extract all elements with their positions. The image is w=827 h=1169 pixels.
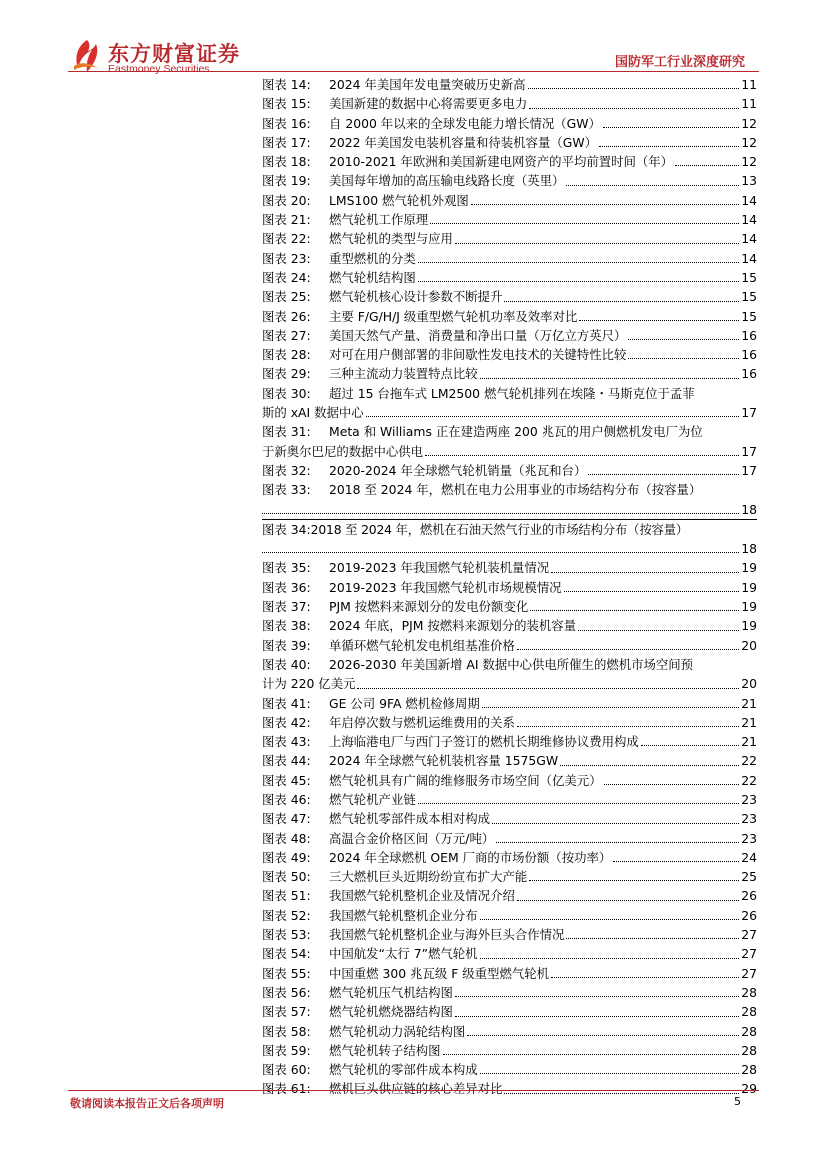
toc-leader-dots [529,880,739,881]
toc-entry[interactable] [262,983,757,1002]
toc-entry-page: 16 [741,327,757,343]
toc-entry-title: 燃气轮机的类型与应用 [329,231,453,247]
toc-entry-page: 20 [741,637,757,653]
toc-leader-dots [530,610,739,611]
toc-leader-dots [517,649,739,650]
toc-leader-dots [471,204,739,205]
toc-entry-title: 2024 年全球燃气轮机装机容量 1575GW [329,753,559,769]
toc-leader-dots [455,1016,739,1017]
toc-entry-page: 17 [741,462,757,478]
toc-entry-title: 单循环燃气轮机发电机组基准价格 [329,637,515,653]
toc-entry[interactable] [262,906,757,925]
toc-entry[interactable] [262,171,757,190]
toc-entry-title: 燃气轮机压气机结构图 [329,984,453,1000]
toc-entry-label: 图表 54: [262,946,311,962]
toc-entry-title: 对可在用户侧部署的非间歇性发电技术的关键特性比较 [329,347,627,363]
toc-entry-title: 中国航发“太行 7”燃气轮机 [329,946,478,962]
toc-entry-title: 自 2000 年以来的全球发电能力增长情况（GW） [329,115,601,131]
toc-entry[interactable] [262,964,757,983]
toc-entry[interactable] [262,307,757,326]
toc-entry-label: 图表 30: [262,385,311,401]
toc-entry-page: 13 [741,173,757,189]
toc-entry[interactable] [262,133,757,152]
toc-entry[interactable] [262,461,757,480]
toc-entry-page: 14 [741,192,757,208]
toc-entry[interactable] [262,210,757,229]
toc-entry-title: 2022 年美国发电装机容量和待装机容量（GW） [329,134,597,150]
toc-entry[interactable] [262,925,757,944]
toc-entry-label: 图表 50: [262,869,311,885]
toc-entry-title: 2024 年美国年发电量突破历史新高 [329,77,526,92]
toc-entry[interactable] [262,848,757,867]
toc-entry-label: 图表 44: [262,753,311,769]
toc-entry-page: 26 [741,907,757,923]
toc-entry-title-cont: 斯的 xAI 数据中心 [262,405,364,421]
figure-index-list [262,75,757,1099]
toc-entry-page: 28 [741,1062,757,1078]
toc-entry-label: 图表 53: [262,927,311,943]
toc-entry-label: 图表 43: [262,734,311,750]
toc-entry-label: 图表 36: [262,579,311,595]
toc-entry[interactable] [262,364,757,383]
toc-entry-label: 图表 14: [262,77,311,92]
toc-leader-dots [455,996,739,997]
toc-entry[interactable] [262,287,757,306]
toc-entry[interactable] [262,519,757,559]
toc-leader-dots [613,861,739,862]
toc-leader-dots [675,165,739,166]
toc-entry[interactable] [262,422,757,461]
toc-entry-page: 12 [741,115,757,131]
toc-entry[interactable] [262,751,757,770]
toc-leader-dots [418,262,739,263]
toc-entry-page: 27 [741,946,757,962]
toc-entry-page: 23 [741,811,757,827]
toc-leader-dots [579,320,739,321]
toc-entry-title: 超过 15 台拖车式 LM2500 燃气轮机排列在埃隆・马斯克位于孟菲 [329,385,695,401]
toc-leader-dots [418,803,739,804]
toc-leader-dots [641,745,739,746]
toc-entry-page: 16 [741,347,757,363]
toc-entry-page: 19 [741,618,757,634]
toc-leader-dots [551,977,739,978]
toc-entry-label: 图表 51: [262,888,311,904]
toc-entry-page: 17 [741,405,757,421]
toc-leader-dots [480,1073,740,1074]
toc-entry-label: 图表 52: [262,907,311,923]
toc-leader-dots [480,378,740,379]
toc-leader-dots [492,823,739,824]
toc-entry[interactable] [262,713,757,732]
toc-entry-title: 主要 F/G/H/J 级重型燃气轮机功率及效率对比 [329,308,578,324]
toc-entry-line1 [262,655,757,674]
toc-entry-page: 11 [741,96,757,112]
toc-entry-title: 美国每年增加的高压输电线路长度（英里） [329,173,565,189]
toc-entry-page: 19 [741,560,757,576]
toc-leader-dots [366,416,740,417]
toc-leader-dots [578,630,739,631]
toc-entry-page: 14 [741,250,757,266]
toc-entry[interactable] [262,1060,757,1079]
toc-leader-dots [599,146,739,147]
toc-entry-title: 美国天然气产量、消费量和净出口量（万亿立方英尺） [329,327,627,343]
toc-entry-label: 图表 49: [262,849,311,865]
toc-entry-page: 27 [741,965,757,981]
toc-entry-title: 重型燃机的分类 [329,250,416,266]
toc-entry-page: 15 [741,308,757,324]
logo-english-name: Eastmoney Securities [108,63,210,75]
toc-entry-label: 图表 34: [262,521,311,537]
toc-entry-label: 图表 48: [262,830,311,846]
toc-entry[interactable] [262,384,757,423]
toc-entry-page: 28 [741,984,757,1000]
toc-entry-line2 [262,442,757,461]
toc-entry-page: 19 [741,599,757,615]
toc-entry-label: 图表 20: [262,192,311,208]
toc-entry[interactable] [262,790,757,809]
toc-leader-dots [517,726,739,727]
toc-entry-page: 22 [741,772,757,788]
toc-entry-title: 燃气轮机零部件成本相对构成 [329,811,491,827]
toc-entry-label: 图表 37: [262,599,311,615]
toc-entry-label: 图表 61: [262,1081,311,1097]
toc-entry-label: 图表 33: [262,482,311,498]
toc-entry-title: 我国燃气轮机整机企业与海外巨头合作情况 [329,927,565,943]
toc-entry-title: 我国燃气轮机整机企业分布 [329,907,478,923]
toc-leader-dots [603,127,739,128]
toc-leader-dots [480,919,740,920]
toc-entry-label: 图表 46: [262,791,311,807]
toc-entry-label: 图表 35: [262,560,311,576]
toc-entry-page: 28 [741,1042,757,1058]
toc-entry-label: 图表 23: [262,250,311,266]
toc-entry[interactable] [262,944,757,963]
toc-entry-title: 2026-2030 年美国新增 AI 数据中心供电所催生的燃机市场空间预 [329,656,694,672]
toc-entry-title: 2019-2023 年我国燃气轮机装机量情况 [329,560,550,576]
toc-entry[interactable] [262,249,757,268]
toc-entry[interactable] [262,578,757,597]
toc-entry-label: 图表 40: [262,656,311,672]
toc-entry[interactable] [262,480,757,519]
toc-leader-dots [262,552,739,553]
toc-entry-title: 2024 年底，PJM 按燃料来源划分的装机容量 [329,618,577,634]
toc-leader-dots [604,784,740,785]
toc-leader-dots [528,88,740,89]
toc-leader-dots [551,572,739,573]
toc-entry-title: 燃气轮机产业链 [329,791,416,807]
toc-entry[interactable] [262,886,757,905]
toc-entry[interactable] [262,558,757,577]
toc-entry-page: 28 [741,1023,757,1039]
toc-entry-title: 美国新建的数据中心将需要更多电力 [329,96,528,112]
toc-leader-dots [504,1093,739,1094]
toc-entry-title: 燃气轮机具有广阔的维修服务市场空间（亿美元） [329,772,602,788]
toc-entry-page: 27 [741,927,757,943]
toc-leader-dots [504,301,739,302]
toc-leader-dots [480,958,740,959]
toc-entry[interactable] [262,636,757,655]
toc-entry[interactable] [262,152,757,171]
toc-entry[interactable] [262,1022,757,1041]
toc-entry-label: 图表 31: [262,424,311,440]
toc-entry-line2 [262,403,757,422]
toc-entry-title: 燃气轮机动力涡轮结构图 [329,1023,466,1039]
toc-entry-title: 燃气轮机燃烧器结构图 [329,1004,453,1020]
toc-entry-title: 2020-2024 年全球燃气轮机销量（兆瓦和台） [329,462,587,478]
toc-entry-line2 [262,500,757,519]
toc-entry-title: 年启停次数与燃机运维费用的关系 [329,714,515,730]
toc-leader-dots [430,223,739,224]
toc-entry-title: 燃机巨头供应链的核心差异对比 [329,1081,503,1097]
toc-leader-dots [262,513,739,514]
toc-entry-label: 图表 24: [262,269,311,285]
toc-entry-title: 三大燃机巨头近期纷纷宣布扩大产能 [329,869,528,885]
toc-entry[interactable] [262,326,757,345]
toc-entry-label: 图表 57: [262,1004,311,1020]
toc-entry-page: 18 [741,541,757,557]
toc-entry-label: 图表 55: [262,965,311,981]
toc-entry-page: 24 [741,849,757,865]
toc-entry-line1 [262,422,757,441]
toc-entry-title: 2019-2023 年我国燃气轮机市场规模情况 [329,579,562,595]
header-divider [68,71,759,72]
toc-entry-label: 图表 22: [262,231,311,247]
toc-entry-title: LMS100 燃气轮机外观图 [329,192,469,208]
toc-entry-page: 11 [741,77,757,92]
toc-entry[interactable] [262,268,757,287]
toc-entry-label: 图表 45: [262,772,311,788]
toc-entry-title: 2018 至 2024 年，燃机在石油天然气行业的市场结构分布（按容量） [310,521,689,537]
toc-entry-page: 21 [741,734,757,750]
toc-entry[interactable] [262,655,757,694]
toc-entry-title: 三种主流动力装置特点比较 [329,366,478,382]
footer-divider [68,1090,759,1091]
toc-entry[interactable] [262,229,757,248]
toc-entry[interactable] [262,94,757,113]
toc-entry-title: 我国燃气轮机整机企业及情况介绍 [329,888,515,904]
toc-entry-title-cont: 于新奥尔巴尼的数据中心供电 [262,443,424,459]
toc-entry-title: 2010-2021 年欧洲和美国新建电网资产的平均前置时间（年） [329,154,674,170]
toc-entry-label: 图表 26: [262,308,311,324]
toc-entry-line2 [262,674,757,693]
toc-leader-dots [566,185,739,186]
toc-leader-dots [588,474,739,475]
toc-entry-label: 图表 19: [262,173,311,189]
toc-entry-title: 燃气轮机转子结构图 [329,1042,441,1058]
toc-leader-dots [496,842,739,843]
toc-entry-label: 图表 39: [262,637,311,653]
toc-entry-title-cont: 计为 220 亿美元 [262,676,356,692]
toc-entry[interactable] [262,1002,757,1021]
toc-entry-page: 28 [741,1004,757,1020]
toc-entry[interactable] [262,597,757,616]
toc-entry-title: Meta 和 Williams 正在建造两座 200 兆瓦的用户侧燃机发电厂为位 [329,424,703,440]
toc-entry-page: 21 [741,695,757,711]
toc-entry[interactable] [262,191,757,210]
toc-entry-label: 图表 60: [262,1062,311,1078]
toc-entry-page: 23 [741,830,757,846]
toc-leader-dots [517,900,739,901]
toc-entry-title: 2024 年全球燃机 OEM 厂商的市场份额（按功率） [329,849,612,865]
toc-entry[interactable] [262,867,757,886]
toc-leader-dots [628,339,739,340]
toc-leader-dots [455,243,739,244]
toc-entry-page: 17 [741,443,757,459]
toc-entry-title: 燃气轮机核心设计参数不断提升 [329,289,503,305]
toc-entry-page: 21 [741,714,757,730]
toc-entry[interactable] [262,345,757,364]
eastmoney-logo [70,36,240,82]
toc-entry-label: 图表 32: [262,462,311,478]
toc-entry-label: 图表 59: [262,1042,311,1058]
toc-entry-line1 [262,480,757,499]
toc-entry-title: 上海临港电厂与西门子签订的燃机长期维修协议费用构成 [329,734,639,750]
toc-entry[interactable] [262,829,757,848]
toc-entry[interactable] [262,75,757,94]
toc-entry[interactable] [262,1041,757,1060]
toc-entry-title: 2018 至 2024 年，燃机在电力公用事业的市场结构分布（按容量） [329,482,702,498]
toc-entry-page: 26 [741,888,757,904]
toc-entry-page: 15 [741,289,757,305]
toc-leader-dots [529,108,739,109]
toc-entry-page: 25 [741,869,757,885]
toc-entry-label: 图表 58: [262,1023,311,1039]
toc-entry-title: 中国重燃 300 兆瓦级 F 级重型燃气轮机 [329,965,549,981]
toc-entry-page: 14 [741,231,757,247]
toc-entry-label: 图表 17: [262,134,311,150]
toc-leader-dots [443,1054,740,1055]
toc-entry-label: 图表 41: [262,695,311,711]
toc-entry[interactable] [262,732,757,751]
toc-leader-dots [467,1035,739,1036]
toc-entry-page: 15 [741,269,757,285]
toc-leader-dots [564,591,740,592]
toc-entry[interactable] [262,771,757,790]
toc-entry-page: 20 [741,676,757,692]
page-number: 5 [734,1095,741,1108]
toc-entry[interactable] [262,694,757,713]
toc-entry-title: PJM 按燃料来源划分的发电份额变化 [329,599,529,615]
toc-entry-page: 12 [741,134,757,150]
toc-entry-line2 [262,539,757,558]
toc-entry[interactable] [262,114,757,133]
logo-chinese-name: 东方财富证券 [108,42,240,66]
toc-entry-label: 图表 15: [262,96,311,112]
toc-leader-dots [357,688,739,689]
toc-entry[interactable] [262,616,757,635]
toc-entry-title: 高温合金价格区间（万元/吨） [329,830,495,846]
toc-entry-label: 图表 38: [262,618,311,634]
toc-leader-dots [628,358,739,359]
toc-entry-page: 29 [741,1081,757,1097]
toc-leader-dots [560,765,739,766]
toc-entry-title: 燃气轮机工作原理 [329,212,429,228]
toc-entry-label: 图表 56: [262,984,311,1000]
toc-entry-title: GE 公司 9FA 燃机检修周期 [329,695,480,711]
toc-entry-line1 [262,384,757,403]
toc-entry[interactable] [262,809,757,828]
toc-entry-page: 14 [741,212,757,228]
toc-entry-page: 19 [741,579,757,595]
toc-entry-title: 燃气轮机的零部件成本构成 [329,1062,478,1078]
toc-entry-page: 23 [741,791,757,807]
toc-entry-page: 22 [741,753,757,769]
eastmoney-logo-icon [70,38,104,74]
toc-entry-page: 18 [741,501,757,517]
toc-entry-label: 图表 42: [262,714,311,730]
toc-entry-label: 图表 21: [262,212,311,228]
toc-leader-dots [482,707,739,708]
toc-entry-label: 图表 18: [262,154,311,170]
report-category-title: 国防军工行业深度研究 [614,55,745,70]
toc-entry-label: 图表 16: [262,115,311,131]
toc-leader-dots [566,938,739,939]
toc-entry-page: 16 [741,366,757,382]
disclaimer-notice: 敬请阅读本报告正文后各项声明 [70,1097,224,1110]
toc-entry-label: 图表 47: [262,811,311,827]
toc-entry-label: 图表 27: [262,327,311,343]
toc-entry-page: 12 [741,154,757,170]
toc-leader-dots [425,455,739,456]
toc-entry-label: 图表 29: [262,366,311,382]
toc-leader-dots [418,281,739,282]
toc-entry-title: 燃气轮机结构图 [329,269,416,285]
toc-entry-line1 [262,520,757,539]
toc-entry-label: 图表 25: [262,289,311,305]
toc-entry-label: 图表 28: [262,347,311,363]
